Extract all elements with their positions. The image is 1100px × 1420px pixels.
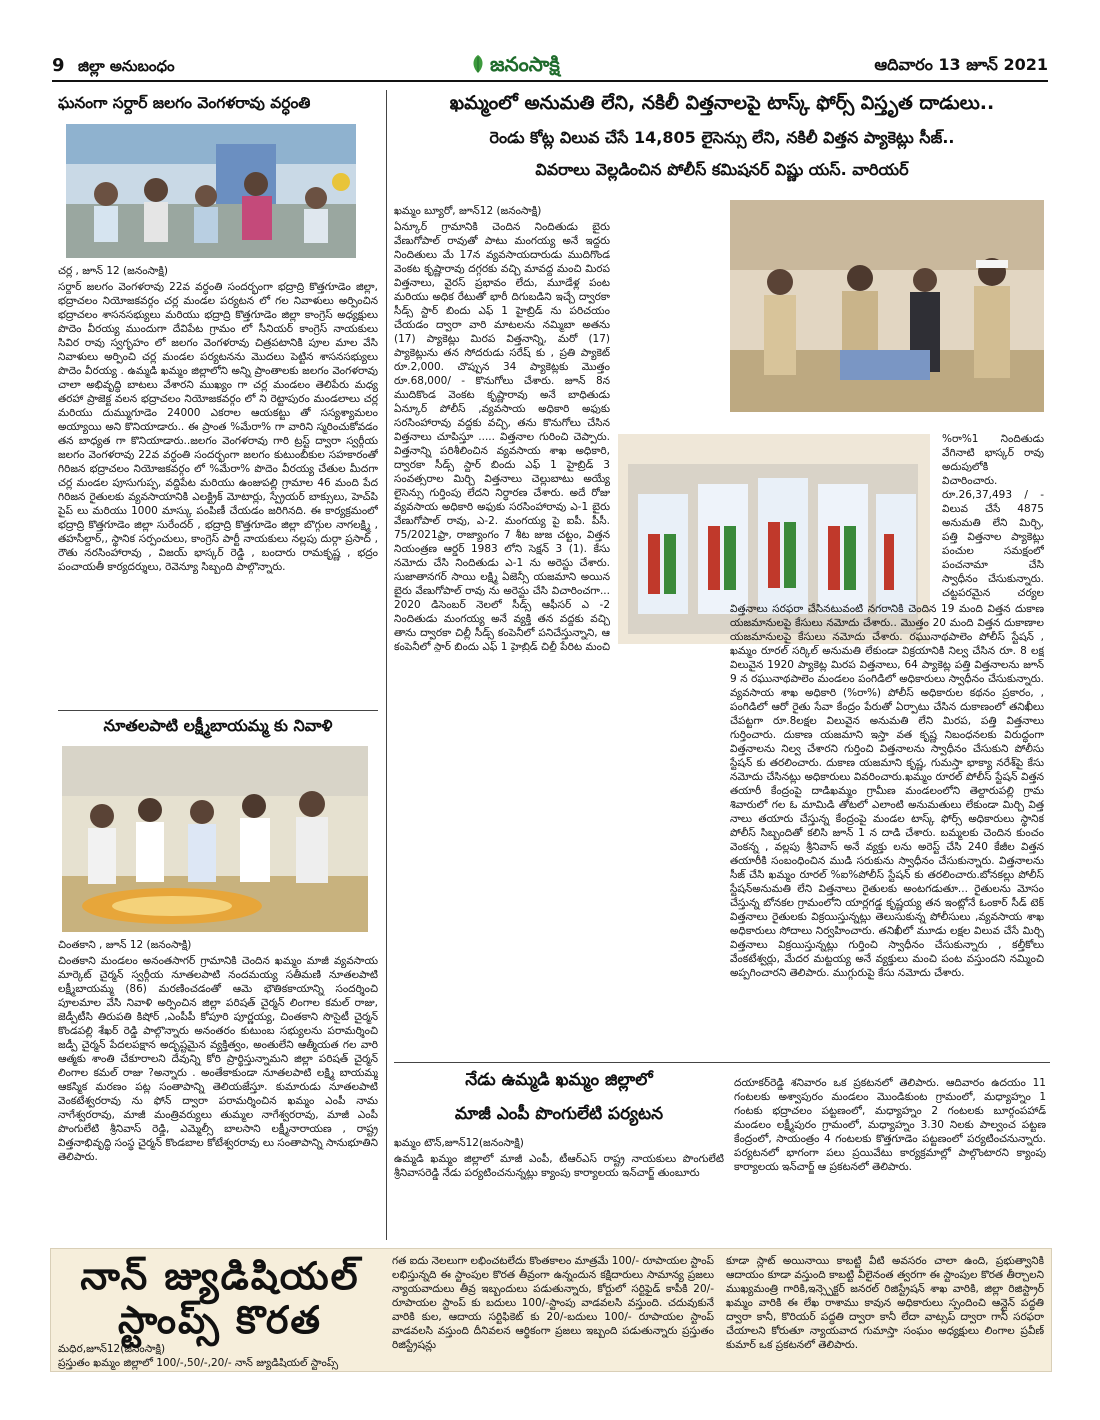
stamps-title-1: నాన్ జ్యుడిషియల్ [80,1254,360,1298]
main-story-col2b: విత్తనాలు సరఫరా చేసినటువంటి నగరానికి చెందిన 19 మంది విత్తన దుకాణ యజమానులపై కేసులు నమోదు చేశారు.. మొత్తం 20 మంది విత్తన దుకాణాల యజమానులపై కేసులు నమోదు చేశారు. రఘునాథపాలెం పోలీస్ స్టేషన్ , ఖమ్మం రూరల్ సర్కిల్ అనుమతి లేకుండా విక్రయానికి నిల్వ చేసిన రూ. 8 లక్ష విలువైన 1920 ప్యాకెట్ల మిరప విత్తనాలు, 64 ప్యాకెట్ల పత్తి విత్తనాలను జూన్ 9 న రఘునాథపాలెం మండలం పంగిడిలో అధికారులు స్వాధీనం చేసుకున్నారు. వ్యవసాయ శాఖ అధికారి (%రా%) పోలీస్ అధికారుల కథనం ప్రకారం, , పంగిడిలో ఆరో రైతు సేవా కేంద్రం పేరుతో ఏర్పాటు చేసిన దుకాణంలో తనిఖీలు చేపట్టగా రూ.8లక్షల విలువైన అనుమతి లేని మిరప, పత్తి విత్తనాలు గుర్తించారు. దుకాణ యజమాని ఇస్తా వత కృష్ణ నిబంధనలకు విరుద్ధంగా విత్తనాలను నిల్వ చేశారని గుర్తించి విత్తనాలను స్వాధీనం చేసుకుని పోలీసు స్టేషన్ కు తరలించారు. దుకాణ యజమాని కృష్ణ, గుమస్తా భాక్యా నరేశ్‌పై కేసు నమోదు చేసినట్లు అధికారులు వివరించారు.ఖమ్మం రూరల్ పోలీస్ స్టేషన్ విత్తన తయారీ కేంద్రంపై దాడిఖమ్మం గ్రామీణ మండలంలోని తెల్దారుపల్లి గ్రామ శివారులో గల ఓ మామిడి తోటలో ఎలాంటి అనుమతులు లేకుండా మిర్చి విత్త నాలు తయారు చేస్తున్న కేంద్రంపై మండల టాస్క్ ఫోర్స్ అధికారులు స్థానిక పోలీస్ సిబ్బందితో కలిసి జూన్ 1 న దాడి చేశారు. బమ్మలకు చెందిన కుంచం వెంకన్న , వల్లపు శ్రీనివాస్ అనే వ్యక్తు లను అరెస్ట్ చేసి 240 కేజీల విత్తన తయారీకి సంబంధించిన ముడి సరుకును స్వాధీనం చేసుకున్నారు. విత్తనాలను సీజ్ చేసి ఖమ్మం రూరల్ %ఐ%పోలీస్ స్టేషన్ కు తరలించారు.బోనకల్లు పోలీస్ స్టేషన్అనుమతి లేని విత్తనాలు రైతులకు అంటగడుతూ... రైతులను మోసం చేస్తున్న బోనకల గ్రామంలోని యార్లగడ్డ కృష్ణయ్య తన ఇంట్లోనే ఓంకార్ సీడ్ టెక్ విత్తనాలు రైతులకు విక్రయిస్తున్నట్లు తెలుసుకున్న పోలీసులు ,వ్యవసాయ శాఖ అధికారులు సోదాలు నిర్వహించారు. తనిఖీలో మూడు లక్షల విలువ చేసే మిర్చి విత్తనాలు విక్రయిస్తున్నట్లు గుర్తించి స్వాధీనం చేసుకున్నారు , కల్తీకోలు వేంకటేశ్వర్లు, మేదర మట్టయ్య అనే వ్యక్తులు మంచి పంట వస్తుందని నమ్మించి అప్పగించారని తెలిపారు. ముగ్గురుపై కేసు నమోదు చేశారు. [730,603,1044,979]
main-story-col1-cont [394,652,724,1052]
ponguleti-headline-1: నేడు ఉమ్మడి ఖమ్మం జిల్లాలో [465,1070,653,1090]
masthead [52,52,1048,82]
column-divider [386,90,387,1240]
main-headline: ఖమ్మంలో అనుమతి లేని, నకిలీ విత్తనాలపై టాస్క్ ఫోర్స్ విస్తృత దాడులు.. [449,92,995,114]
nivali-dateline: చింతకాని , జూన్ 12 (జనంసాక్షి) [58,939,192,951]
stamps-body-left: ప్రస్తుతం ఖమ్మం జిల్లాలో 100/-,50/-,20/- నాన్ జ్యుడిషియల్ స్టాంప్స్ [58,1357,339,1369]
nivali-body: చింతకాని మండలం అనంతసాగర్ గ్రామానికి చెందిన ఖమ్మం మాజీ వ్యవసాయ మార్కెట్ చైర్మన్ స్వర్గీయ నూతలపాటి నందమయ్య సతీమణి నూతలపాటి లక్ష్మీబాయమ్మ (86) మరణించడంతో ఆమె భౌతికకాయాన్ని సందర్శించి పూలమాల వేసి నివాళి అర్పించిన జిల్లా పరిషత్ చైర్మన్ లింగాల కమల్ రాజు, జెడ్పీటీసి తిరుపతి కిషోర్ ,ఎంపీపీ కోపూరి పూర్ణయ్య, చింతకాని సొసైటీ చైర్మన్ కొండపల్లి శేఖర్ రెడ్డి పాల్గొన్నారు అనంతరం కుటుంబ సభ్యులను పరామర్శించి జడ్పీ చైర్మన్ పేదలపక్షాన అదృష్టమైన వ్యక్తిత్వం, అంతులేని ఆత్మీయత గల వారి ఆత్మకు శాంతి చేకూరాలని దేవున్ని కోరి ప్రార్థిస్తున్నామని జిల్లా పరిషత్ చైర్మన్ లింగాల కమల్ రాజు ?అన్నారు . అంతేకాకుండా నూతలపాటి లక్ష్మి బాయమ్మ ఆకస్మిక మరణం పట్ల సంతాపాన్ని తెలియజేస్తూ. కుమారుడు నూతలపాటి వెంకటేశ్వరరావు ను ఫోన్ ద్వారా పరామర్శించిన ఖమ్మం ఎంపీ నామ నాగేశ్వరరావు, మాజీ మంత్రివర్యులు తుమ్మల నాగేశ్వరరావు, మాజీ ఎంపీ పొంగులేటి శ్రీనివాస్ రెడ్డి, ఎమ్మెల్సీ బాలసాని లక్ష్మీనారాయణ , రాష్ట్ర విత్తనాభివృద్ధి సంస్థ చైర్మన్ కొండబాల కోటేశ్వరరావు లు సంతాపాన్ని సానుభూతిని తెలిపారు. [58,955,378,1163]
ponguleti-body-left: ఉమ్మడి ఖమ్మం జిల్లాలో మాజీ ఎంపీ, టీఆర్ఎస్ రాష్ట్ర నాయకులు పొంగులేటి శ్రీనివాసరెడ్డి నేడు పర్యటించనున్నట్లు క్యాంపు కార్యాలయ ఇన్‌చార్జ్ తుంబూరు [394,1153,724,1179]
vardhanthi-headline: ఘనంగా సర్దార్ జలగం వెంగళరావు వర్ధంతి [58,94,311,112]
ponguleti-headline-2: మాజీ ఎంపీ పొంగులేటి పర్యటన [454,1104,664,1124]
section-title: జిల్లా అనుబంధం [78,57,175,75]
stamps-dateline: మధిర,జూన్12(జనంసాక్షి) [58,1343,166,1355]
main-story-col1: ఏన్కూర్ గ్రామానికి చెందిన నిందితుడు బైరు వేణుగోపాల్ రావుతో పాటు మంగయ్య అనే ఇద్దరు నిందితులు మే 17న వ్యవసాయదారుడు ముదిగొండ వెంకట కృష్ణారావు దగ్గరకు వచ్చి మావద్ద మంచి మిరప విత్తనాలు, వైరస్ ప్రభావం లేదు, మూడేళ్ల పంట మరియు అధిక రేటుతో భారీ దిగుబడిని ఇచ్చే ద్వారకా సీడ్స్ స్టార్ బిందు ఎఫ్ 1 హైబ్రిడ్ ను పరిచయం చేయడం ద్వారా వారి మాటలను నమ్మిబా అతను (17) ప్యాకెట్లు మిరప విత్తనాన్ని, మరో (17) ప్యాకెట్లును తన సోదరుడు సరేష్ కు , ప్రతి ప్యాకెట్ రూ.2,000. చొప్పున 34 ప్యాకెట్లకు మొత్తం రూ.68,000/ - కొనుగోలు చేశారు. జూన్ 8న ముదికొండ వెంకట కృష్ణారావు అనే బాధితుడు ఏన్కూర్ పోలీస్ ,వ్యవసాయ అధికారి అఫుకు సరసింహారావు వద్దకు వచ్చి, తను కొనుగోలు చేసిన విత్తనాలు చూపిస్తూ ..... విత్తనాల గురించి చెప్పారు. విత్తనాన్ని పరిశీలించిన వ్యవసాయ శాఖ అధికారి, ద్వారకా సీడ్స్ స్టార్ బిందు ఎఫ్ 1 హైబ్రిడ్ 3 సంవత్సరాల మిర్చి విత్తనాలు చెల్లుబాటు అయ్యే లైసెన్సు గుర్తింపు లేదని నిర్ధారణ చేశారు. అదే రోజు వ్యవసాయ అధికారి అఫుకు సరసింహారావు ఎ-1 బైరు వేణుగోపాల్ రావు, ఎ-2. మంగయ్య పై ఐపీ. పీసీ. 75/2021ఫ్రా, రాజ్యాంగం 7 శీట జుజ చట్టం, విత్తన నియంత్రణ ఆర్డర్ 1983 లోని సెక్షన్ 3 (1). కేసు నమోదు చేసి నిందితుడు ఎ-1 ను అరెస్టు చేశారు. సుజాతానగర్ సాయి లక్ష్మి ఏజెన్సీ యజమాని అయిన బైరు వేణుగోపాల్ రావు ను అరెస్టు చేసి విచారించగా... 2020 డిసెంబర్ నెలలో సీడ్స్ ఆఫీసర్ ఎ -2 నిందితుడు మంగయ్య అనే వ్యక్తి తన వద్దకు వచ్చి తాను ద్వారకా చిల్లీ సీడ్స్ కంపెనీలో పనిచేస్తున్నాని, ఆ కంపెనీలో స్టార్ బిందు ఎఫ్ 1 హైబ్రిడ్ చిల్లీ పేరిట మంచి [394,221,610,652]
nivali-headline: నూతలపాటి లక్ష్మీబాయమ్మ కు నివాళి [103,716,333,735]
divider [58,710,378,711]
ponguleti-body-right: దయాకర్‌రెడ్డి శనివారం ఒక ప్రకటనలో తెలిపారు. ఆదివారం ఉదయం 11 గంటలకు అశ్వాపురం మండలం మొండికుంట గ్రామంలో, మధ్యాహ్నం 1 గంటకు భద్రాచలం పట్టణంలో, మధ్యాహ్నం 2 గంటలకు బూర్గంపహాడ్ మండలం లక్ష్మీపురం గ్రామంలో, మధ్యాహ్నం 3.30 నిలకు పాల్వంచ పట్టణ కేంద్రంలో, సాయంత్రం 4 గంటలకు కొత్తగూడెం పట్టణంలో పర్యటించనున్నారు. పర్యటనలో భాగంగా పలు ప్రయివేటు కార్యక్రమాల్లో పాల్గొంటారని క్యాంపు కార్యాలయ ఇన్‌చార్జ్ ఆ ప్రకటనలో తెలిపారు. [734,1077,1046,1173]
stamps-body-mid: గత ఐదు నెలలుగా లభించటలేదు కొంతకాలం మాత్రమే 100/- రూపాయల స్టాంప్ లభిస్తున్నది ఈ స్టాంపుల కొరత తీవ్రంగా ఉన్నందున కక్షిదారులు సామాన్య ప్రజలు న్యాయవాదులు తీవ్ర ఇబ్బందులు పడుతున్నారు, కోర్టులో సర్టిఫైడ్ కాపీకి 20/-రూపాయల స్టాంప్ కు బదులు 100/-స్టాంపు వాడవలసి వస్తుంది. చదువుకునే వారికి కుల, ఆదాయ సర్టిఫికెట్ కు 20/-బదులు 100/- రూపాయల స్టాంప్ వాడవలసి వస్తుంది దీనివలన ఆర్థికంగా ప్రజలు ఇబ్బంది పడుతున్నారు ప్రస్తుతం రిజిస్ట్రేషన్లు [392,1255,714,1351]
newspaper-logo: జనంసాక్షి [490,52,560,76]
issue-date: ఆదివారం 13 జూన్ 2021 [874,55,1048,74]
police-commissioner-photo [730,200,1044,412]
divider [394,1062,1050,1063]
main-subhead-1: రెండు కోట్ల విలువ చేసే 14,805 లైసెన్సు లేని, నకిలీ విత్తన ప్యాకెట్లు సీజ్.. [489,128,955,147]
vardhanthi-dateline: చర్ల , జూన్ 12 (జనంసాక్షి) [58,265,168,277]
vardhanthi-photo [66,124,356,258]
page-number: 9 [52,55,65,76]
stamps-body-right: కూడా స్లాట్ అయినాయి కాబట్టి వీటి అవసరం చాలా ఉంది, ప్రభుత్వానికి ఆదాయం కూడా వస్తుంది కాబట్టి వీలైనంత త్వరగా ఈ స్టాంపుల కొరత తీర్చాలని ముఖ్యమంత్రి గారికి,ఇన్స్పెక్టర్ జనరల్ రిజిస్ట్రేషన్ శాఖ వారికి, జిల్లా రిజిస్ట్రార్ ఖమ్మం వారికి ఈ లేఖ రాశాము కావున అధికారులు స్పందించి ఆన్లైన్ పద్ధతి ద్వారా కానీ, కొరియర్ పద్ధతి ద్వారా కానీ లేదా వాట్సప్ ద్వారా గానీ సరఫరా చేయాలని కోరుతూ న్యాయవాద గుమాస్తా సంఘం అధ్యక్షులు లింగాల ప్రవీణ్ కుమార్ ఒక ప్రకటనలో తెలిపారు. [726,1255,1044,1351]
main-subhead-2: వివరాలు వెల్లడించిన పోలీస్ కమిషనర్ విష్ణు యస్. వారియర్ [535,160,909,179]
leaf-logo-icon [470,54,486,74]
main-dateline: ఖమ్మం బ్యూరో, జూన్12 (జనంసాక్షి) [394,205,542,217]
stamps-title-2: స్టాంప్స్ కొరత [118,1298,322,1342]
ponguleti-dateline: ఖమ్మం టౌన్,జూన్12(జనంసాక్షి) [394,1137,524,1149]
vardhanthi-body: సర్దార్ జలగం వెంగళరావు 22వ వర్ధంతి సందర్భంగా భద్రాద్రి కొత్తగూడెం జిల్లా, భద్రాచలం నియోజకవర్గం చర్ల మండల పర్యటన లో గల నివాళులు అర్పించిన భద్రాచలం శాసనసభ్యులు మరియు భద్రాద్రి కొత్తగూడెం జిల్లా కాంగ్రెస్ అధ్యక్షులు పొదెం వీరయ్య ముందుగా దేవిపేట గ్రామం లో సీనియర్ కాంగ్రెస్ నాయకులు సివిర రావు స్వగృహం లో జలగం వెంగళరావు చిత్రపటానికి పూల మాల వేసి నివాళులు అర్పించి చర్ల మండల పర్యటనను మొదలు పెట్టిన శాసనసభ్యులు పొదెం వీరయ్య . ఉమ్మడి ఖమ్మం జిల్లాలోని అన్ని ప్రాంతాలకు జలగం వెంగళరావు చాలా అభివృద్ధి బాటలు వేశారని ముఖ్యం గా చర్ల మండలం తెలిపేరు మధ్య తరహా ప్రాజెక్ట వలన భద్రాచలం నియోజకవర్గం లో ని రెట్టాపురం మండలాలు చర్ల మరియు దుమ్ముగూడెం 24000 ఎకరాల ఆయకట్టు తో సస్యశ్యామలం అయ్యాయి అని కొనియాడారు.. ఈ ప్రాంత %మేరా% గా వారిని స్మరించుకోవడం తన బాధ్యత గా కొనియాడారు..జలగం వెంగళరావు గారి ట్రస్ట్ ద్వారా స్వర్గీయ జలగం వెంగళరావు 22వ వర్ధంతి సందర్భంగా జలగం కుటుంబీకుల సహకారంతో గిరిజన భద్రాచలం నియోజకవర్గం లో %మేరా% పొదెం వీరయ్య చేతుల మీదగా చర్ల మండల పూసుగుప్ప, వద్దిపేట మరియు ఉంజుపల్లి గ్రామాల 46 మంది పేద గిరిజన రైతులకు వ్యవసాయానికి ఎలక్ట్రిక్ మోటార్లు, స్ప్రేయర్ బాక్సులు, హెచ్‌పి పైప్ లు మరియు 1000 మాస్కు పంపిణీ చేయడం జరిగినది. ఈ కార్యక్రమంలో భద్రాద్రి కొత్తగూడెం జిల్లా సురేందర్ , భద్రాద్రి కొత్తగూడెం జిల్లా బొగ్గుల నాగలక్ష్మి , తహసీల్దార్,, స్థానిక సర్పంచులు, కాంగ్రెస్ పార్టీ నాయకులు నల్లపు దుర్గా ప్రసాద్ , రౌతు నరసింహారావు , విజయ్ భాస్కర్ రెడ్డి , బందారు రామకృష్ణ , భద్రం పంచాయతీ కార్యదర్శులు, రెవెన్యూ సిబ్బంది పాల్గొన్నారు. [58,281,378,573]
nivali-photo [62,746,368,932]
main-story-col2a: %రా%1 నిందితుడు వేగినాటి భాస్కర్ రావు అదుపులోకి విచారించారు. రూ.26,37,493 / - విలువ చేసే 4875 అనుమతి లేని మిర్చి, పత్తి విత్తనాల ప్యాకెట్లు పంచుల సమక్షంలో పంచనామా చేసి స్వాధీనం చేసుకున్నారు. చట్టపరమైన చర్యల [942,433,1044,599]
